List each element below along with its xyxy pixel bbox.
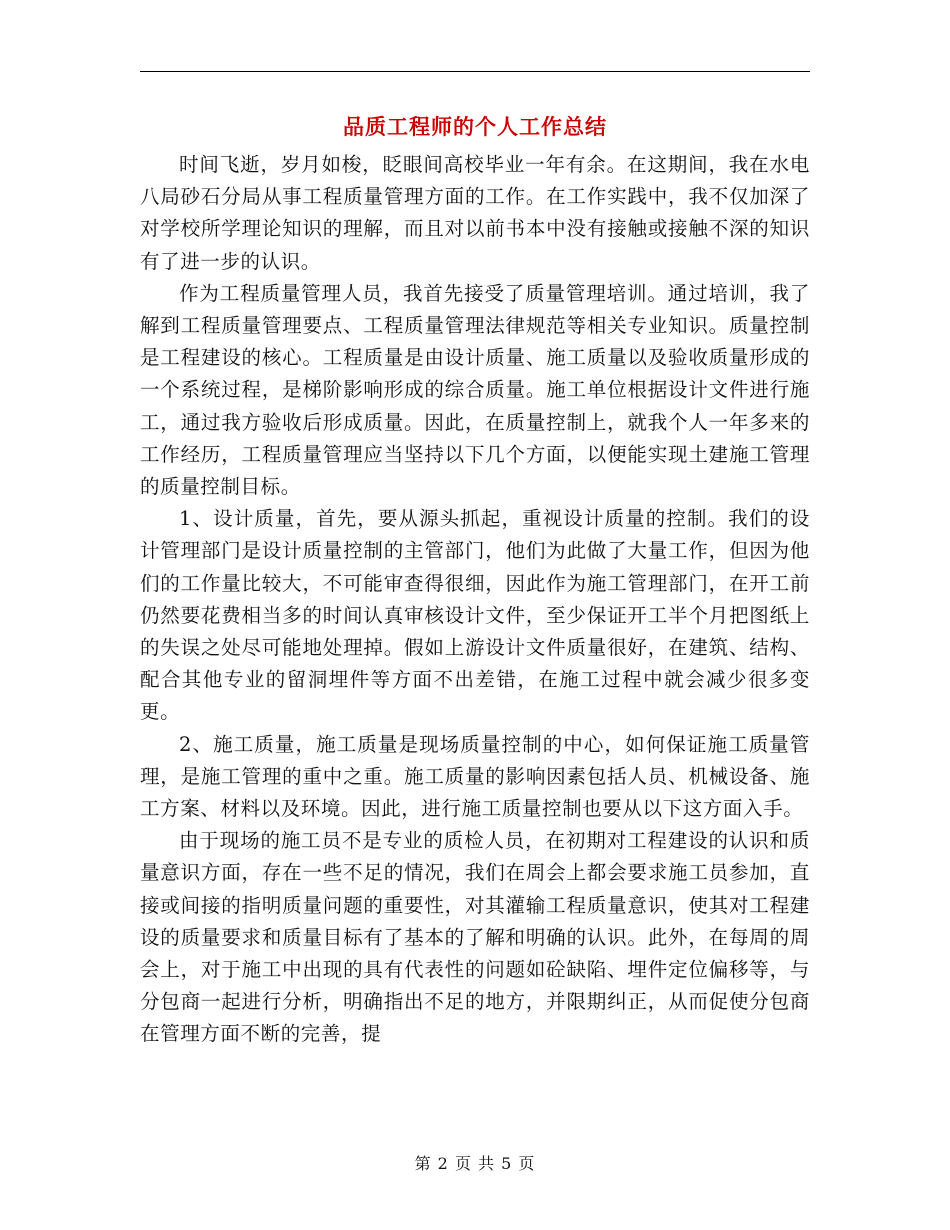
- paragraph-3: 1、设计质量，首先，要从源头抓起，重视设计质量的控制。我们的设计管理部门是设计质量控制的主管部门，他们为此做了大量工作，但因为他们的工作量比较大，不可能审查得很细，因此作为施工管理部门，在开工前仍然要花费相当多的时间认真审核设计文件，至少保证开工半个月把图纸上的失误之处尽可能地处理掉。假如上游设计文件质量很好，在建筑、结构、配合其他专业的留洞埋件等方面不出差错，在施工过程中就会减少很多变更。: [140, 507, 810, 724]
- page-number: 第 2 页 共 5 页: [414, 1154, 536, 1173]
- document-title: 品质工程师的个人工作总结: [343, 114, 607, 139]
- document-body: [140, 149, 810, 1051]
- paragraph-1: 时间飞逝，岁月如梭，眨眼间高校毕业一年有余。在这期间，我在水电八局砂石分局从事工程质量管理方面的工作。在工作实践中，我不仅加深了对学校所学理论知识的理解，而且对以前书本中没有接触或接触不深的知识有了进一步的认识。: [140, 153, 810, 273]
- header-rule: [140, 71, 810, 72]
- paragraph-4: 2、施工质量，施工质量是现场质量控制的中心，如何保证施工质量管理，是施工管理的重中之重。施工质量的影响因素包括人员、机械设备、施工方案、材料以及环境。因此，进行施工质量控制也要从以下这方面入手。: [140, 732, 810, 821]
- paragraph-5: 由于现场的施工员不是专业的质检人员，在初期对工程建设的认识和质量意识方面，存在一些不足的情况，我们在周会上都会要求施工员参加，直接或间接的指明质量问题的重要性，对其灌输工程质量意识，使其对工程建设的质量要求和质量目标有了基本的了解和明确的认识。此外，在每周的周会上，对于施工中出现的具有代表性的问题如砼缺陷、埋件定位偏移等，与分包商一起进行分析，明确指出不足的地方，并限期纠正，从而促使分包商在管理方面不断的完善，提: [140, 829, 810, 1046]
- paragraph-2: 作为工程质量管理人员，我首先接受了质量管理培训。通过培训，我了解到工程质量管理要点、工程质量管理法律规范等相关专业知识。质量控制是工程建设的核心。工程质量是由设计质量、施工质量以及验收质量形成的一个系统过程，是梯阶影响形成的综合质量。施工单位根据设计文件进行施工，通过我方验收后形成质量。因此，在质量控制上，就我个人一年多来的工作经历，工程质量管理应当坚持以下几个方面，以便能实现土建施工管理的质量控制目标。: [140, 281, 810, 499]
